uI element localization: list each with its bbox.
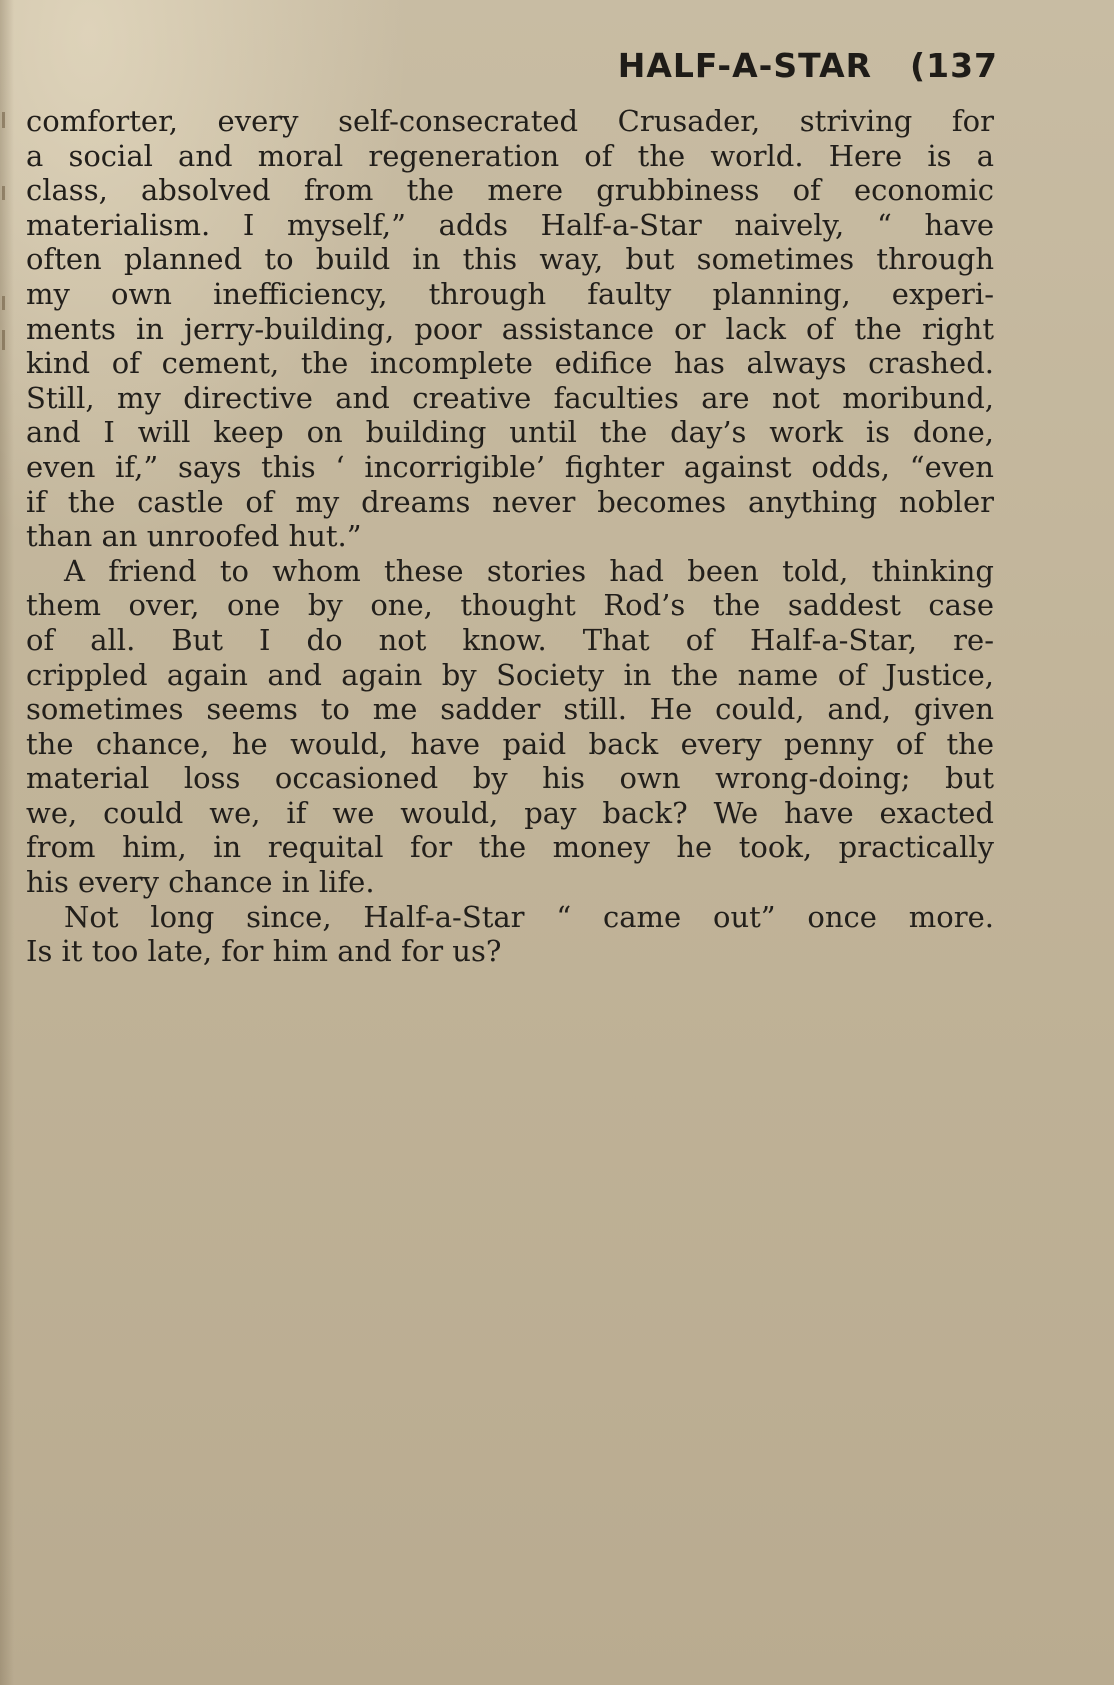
text-line: Not long since, Half-a-Star “ came out” once more.: [64, 899, 994, 934]
text-line: A friend to whom these stories had been told, thinking: [64, 553, 994, 588]
paragraph-1: [26, 104, 994, 554]
text-line: the chance, he would, have paid back every penny of the: [26, 726, 994, 761]
text-line: if the castle of my dreams never becomes anything nobler: [26, 484, 994, 519]
text-line: than an unroofed hut.”: [26, 519, 362, 554]
text-line: from him, in requital for the money he took, practically: [26, 830, 994, 865]
text-line: them over, one by one, thought Rod’s the saddest case: [26, 588, 994, 623]
text-line: often planned to build in this way, but sometimes through: [26, 242, 994, 277]
text-line: class, absolved from the mere grubbiness of economic: [26, 173, 994, 208]
text-line: of all. But I do not know. That of Half-a-Star, re-: [26, 622, 994, 657]
running-head-title: HALF-A-STAR: [617, 46, 873, 85]
text-line: ments in jerry-building, poor assistance or lack of the right: [26, 311, 994, 346]
text-line: sometimes seems to me sadder still. He could, and, given: [26, 692, 994, 727]
text-line: my own inefficiency, through faulty planning, experi-: [26, 276, 994, 311]
text-line: his every chance in life.: [26, 865, 375, 900]
page-number: (137: [910, 46, 998, 85]
text-line: material loss occasioned by his own wrong-doing; but: [26, 761, 994, 796]
paragraph-3: [26, 900, 994, 969]
text-line: even if,” says this ‘ incorrigible’ fighter against odds, “even: [26, 449, 994, 484]
text-line: crippled again and again by Society in the name of Justice,: [26, 657, 994, 692]
text-line: we, could we, if we would, pay back? We have exacted: [26, 795, 994, 830]
text-line: Is it too late, for him and for us?: [26, 934, 502, 969]
gutter-shadow: [0, 0, 14, 1685]
body-text: [26, 104, 994, 969]
paragraph-2: [26, 554, 994, 900]
text-line: and I will keep on building until the day’s work is done,: [26, 415, 994, 450]
text-line: materialism. I myself,” adds Half-a-Star naively, “ have: [26, 207, 994, 242]
text-line: kind of cement, the incomplete edifice has always crashed.: [26, 346, 994, 381]
text-line: Still, my directive and creative faculties are not moribund,: [26, 380, 994, 415]
text-line: a social and moral regeneration of the world. Here is a: [26, 138, 994, 173]
running-head: [618, 46, 998, 85]
text-line: comforter, every self-consecrated Crusader, striving for: [26, 104, 994, 138]
